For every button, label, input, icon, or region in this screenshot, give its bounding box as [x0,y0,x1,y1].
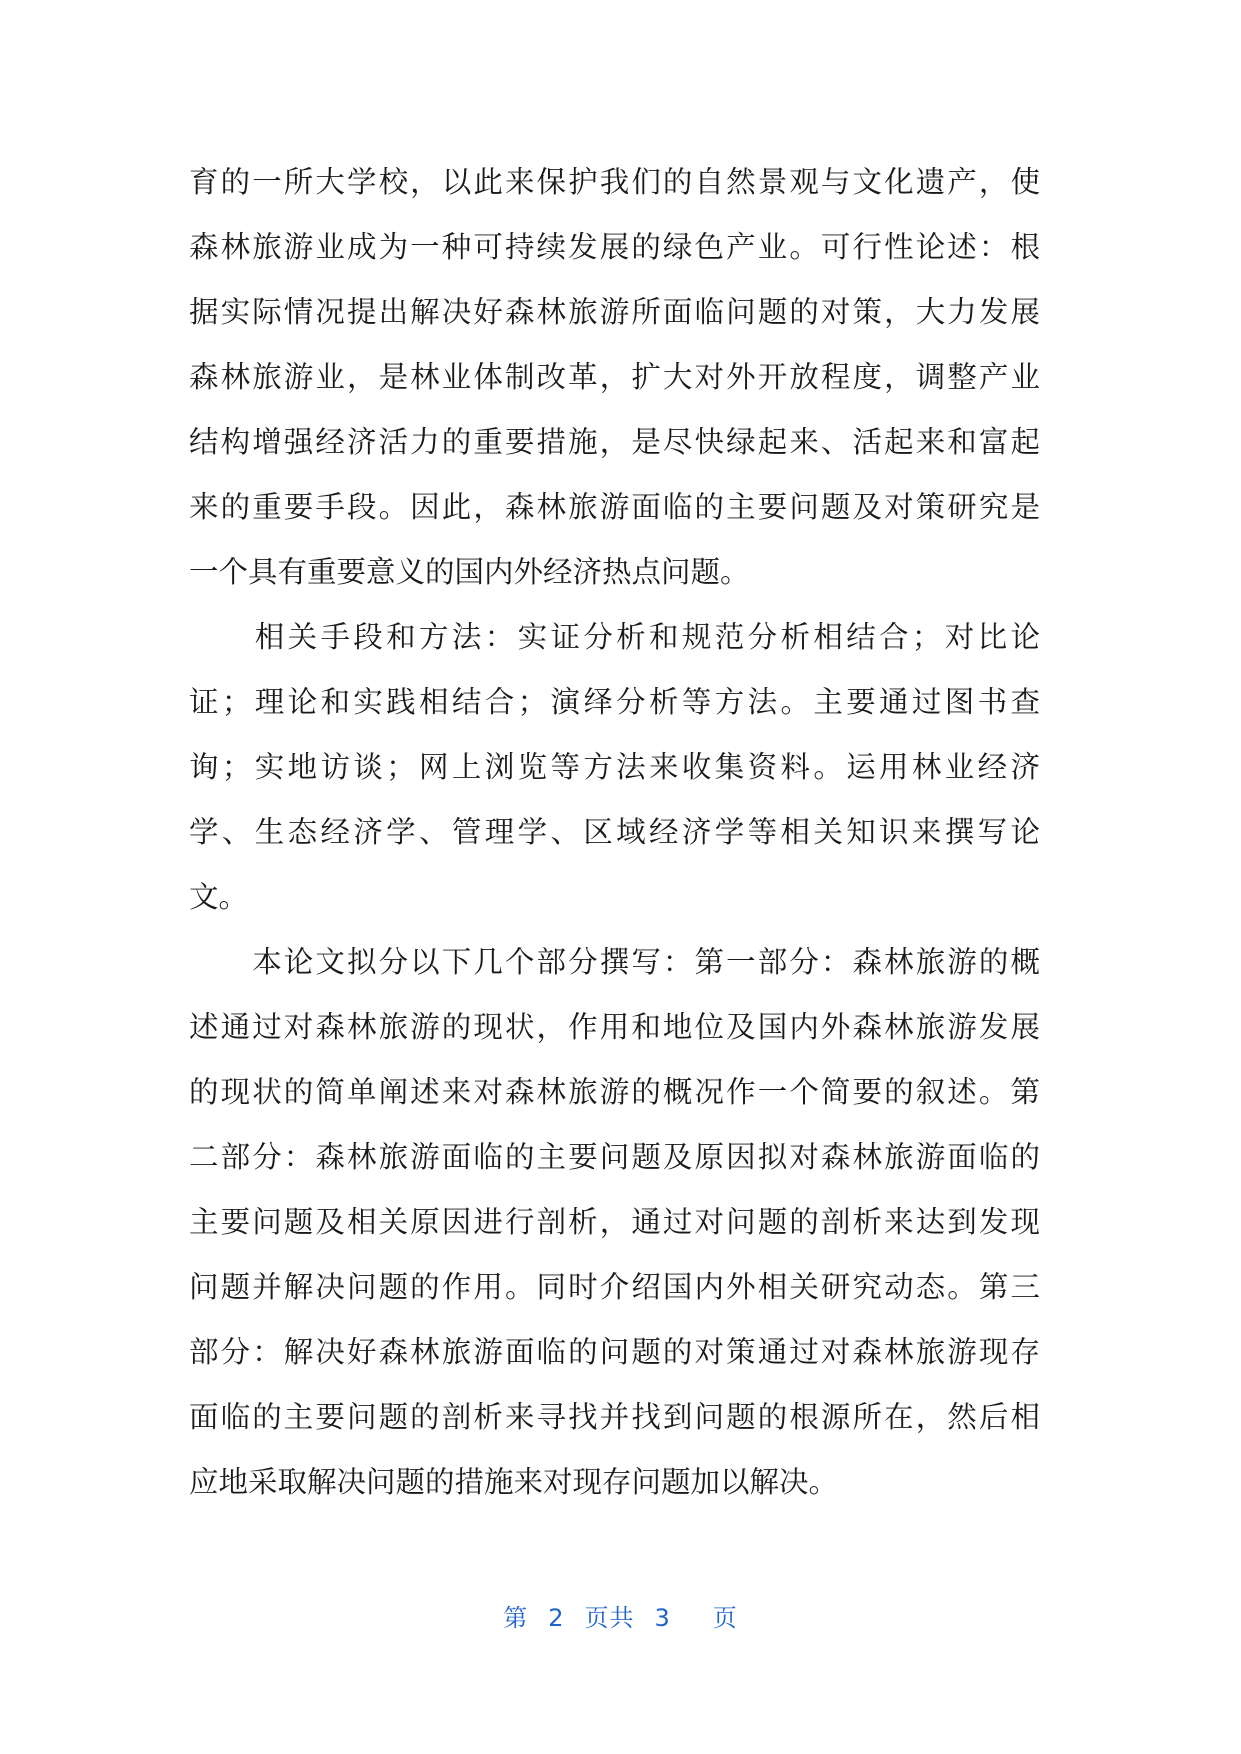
text-line: 应地采取解决问题的措施来对现存问题加以解决。 [189,1465,839,1499]
text-line: 森林旅游业，是林业体制改革，扩大对外开放程度，调整产业 [189,360,1040,394]
footer-label-pages: 页 [712,1604,738,1632]
text-line: 询；实地访谈；网上浏览等方法来收集资料。运用林业经济 [189,750,1040,784]
text-line: 文。 [189,880,249,914]
text-line: 森林旅游业成为一种可持续发展的绿色产业。可行性论述：根 [189,230,1040,264]
text-line: 述通过对森林旅游的现状，作用和地位及国内外森林旅游发展 [189,1010,1040,1044]
text-line: 二部分：森林旅游面临的主要问题及原因拟对森林旅游面临的 [189,1140,1040,1174]
text-line: 来的重要手段。因此，森林旅游面临的主要问题及对策研究是 [189,490,1040,524]
text-line: 相关手段和方法：实证分析和规范分析相结合；对比论 [189,620,1040,654]
footer-label-of: 页共 [584,1604,635,1632]
text-line: 本论文拟分以下几个部分撰写：第一部分：森林旅游的概 [189,945,1040,979]
text-line: 面临的主要问题的剖析来寻找并找到问题的根源所在，然后相 [189,1400,1040,1434]
text-line: 据实际情况提出解决好森林旅游所面临问题的对策，大力发展 [189,295,1040,329]
text-line: 问题并解决问题的作用。同时介绍国内外相关研究动态。第三 [189,1270,1040,1304]
text-line: 一个具有重要意义的国内外经济热点问题。 [189,555,750,589]
text-line: 部分：解决好森林旅游面临的问题的对策通过对森林旅游现存 [189,1335,1040,1369]
text-line: 学、生态经济学、管理学、区域经济学等相关知识来撰写论 [189,815,1040,849]
footer-current-page: 2 [548,1604,565,1632]
page-footer [0,1598,1241,1633]
text-line: 育的一所大学校，以此来保护我们的自然景观与文化遗产，使 [189,165,1040,199]
text-line: 的现状的简单阐述来对森林旅游的概况作一个简要的叙述。第 [189,1075,1040,1109]
footer-total-pages: 3 [654,1604,671,1632]
footer-label-page: 第 [503,1604,529,1632]
text-line: 结构增强经济活力的重要措施，是尽快绿起来、活起来和富起 [189,425,1040,459]
body-text [189,150,1040,1515]
text-line: 主要问题及相关原因进行剖析，通过对问题的剖析来达到发现 [189,1205,1040,1239]
text-line: 证；理论和实践相结合；演绎分析等方法。主要通过图书查 [189,685,1040,719]
